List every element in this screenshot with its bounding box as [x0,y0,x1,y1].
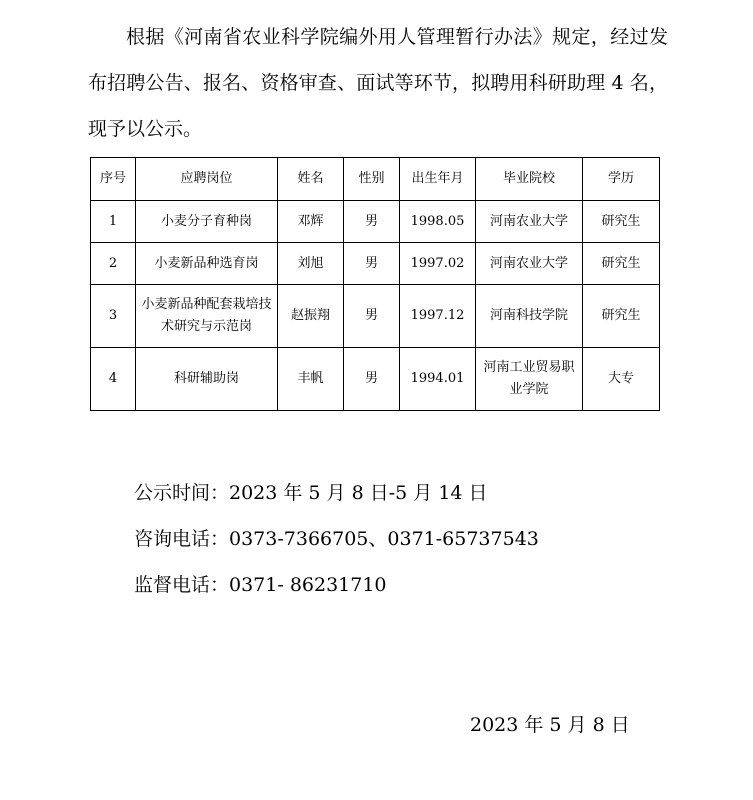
header-gender: 性别 [344,158,400,201]
table-row [91,243,660,285]
cell-index: 3 [91,285,136,348]
header-name: 姓名 [278,158,344,201]
header-school: 毕业院校 [476,158,583,201]
cell-degree: 研究生 [583,243,660,285]
cell-birth: 1997.12 [400,285,476,348]
header-position: 应聘岗位 [136,158,278,201]
cell-degree: 研究生 [583,285,660,348]
hire-table [90,157,660,411]
table-row [91,285,660,348]
cell-name: 丰帆 [278,348,344,411]
header-degree: 学历 [583,158,660,201]
table-row [91,201,660,243]
cell-birth: 1997.02 [400,243,476,285]
notice-period: 公示时间：2023 年 5 月 8 日-5 月 14 日 [134,482,488,504]
supervise-phone: 监督电话：0371- 86231710 [134,574,387,596]
cell-name: 赵振翔 [278,285,344,348]
cell-degree: 研究生 [583,201,660,243]
cell-gender: 男 [344,348,400,411]
cell-birth: 1994.01 [400,348,476,411]
table-header-row [91,158,660,201]
cell-index: 1 [91,201,136,243]
cell-birth: 1998.05 [400,201,476,243]
table-row [91,348,660,411]
cell-gender: 男 [344,285,400,348]
cell-position: 科研辅助岗 [136,348,278,411]
header-birth: 出生年月 [400,158,476,201]
cell-index: 2 [91,243,136,285]
header-index: 序号 [91,158,136,201]
cell-name: 邓辉 [278,201,344,243]
consult-phone: 咨询电话：0373-7366705、0371-65737543 [134,528,539,550]
cell-school: 河南科技学院 [476,285,583,348]
cell-position: 小麦新品种配套栽培技术研究与示范岗 [136,285,278,348]
cell-school: 河南农业大学 [476,201,583,243]
cell-index: 4 [91,348,136,411]
cell-gender: 男 [344,201,400,243]
cell-school: 河南农业大学 [476,243,583,285]
cell-position: 小麦分子育种岗 [136,201,278,243]
cell-position: 小麦新品种选育岗 [136,243,278,285]
signature-date: 2023 年 5 月 8 日 [470,714,630,736]
cell-name: 刘旭 [278,243,344,285]
cell-gender: 男 [344,243,400,285]
cell-degree: 大专 [583,348,660,411]
intro-paragraph: 根据《河南省农业科学院编外用人管理暂行办法》规定，经过发布招聘公告、报名、资格审查、面试等环节，拟聘用科研助理 4 名，现予以公示。 [88,26,668,140]
cell-school: 河南工业贸易职业学院 [476,348,583,411]
